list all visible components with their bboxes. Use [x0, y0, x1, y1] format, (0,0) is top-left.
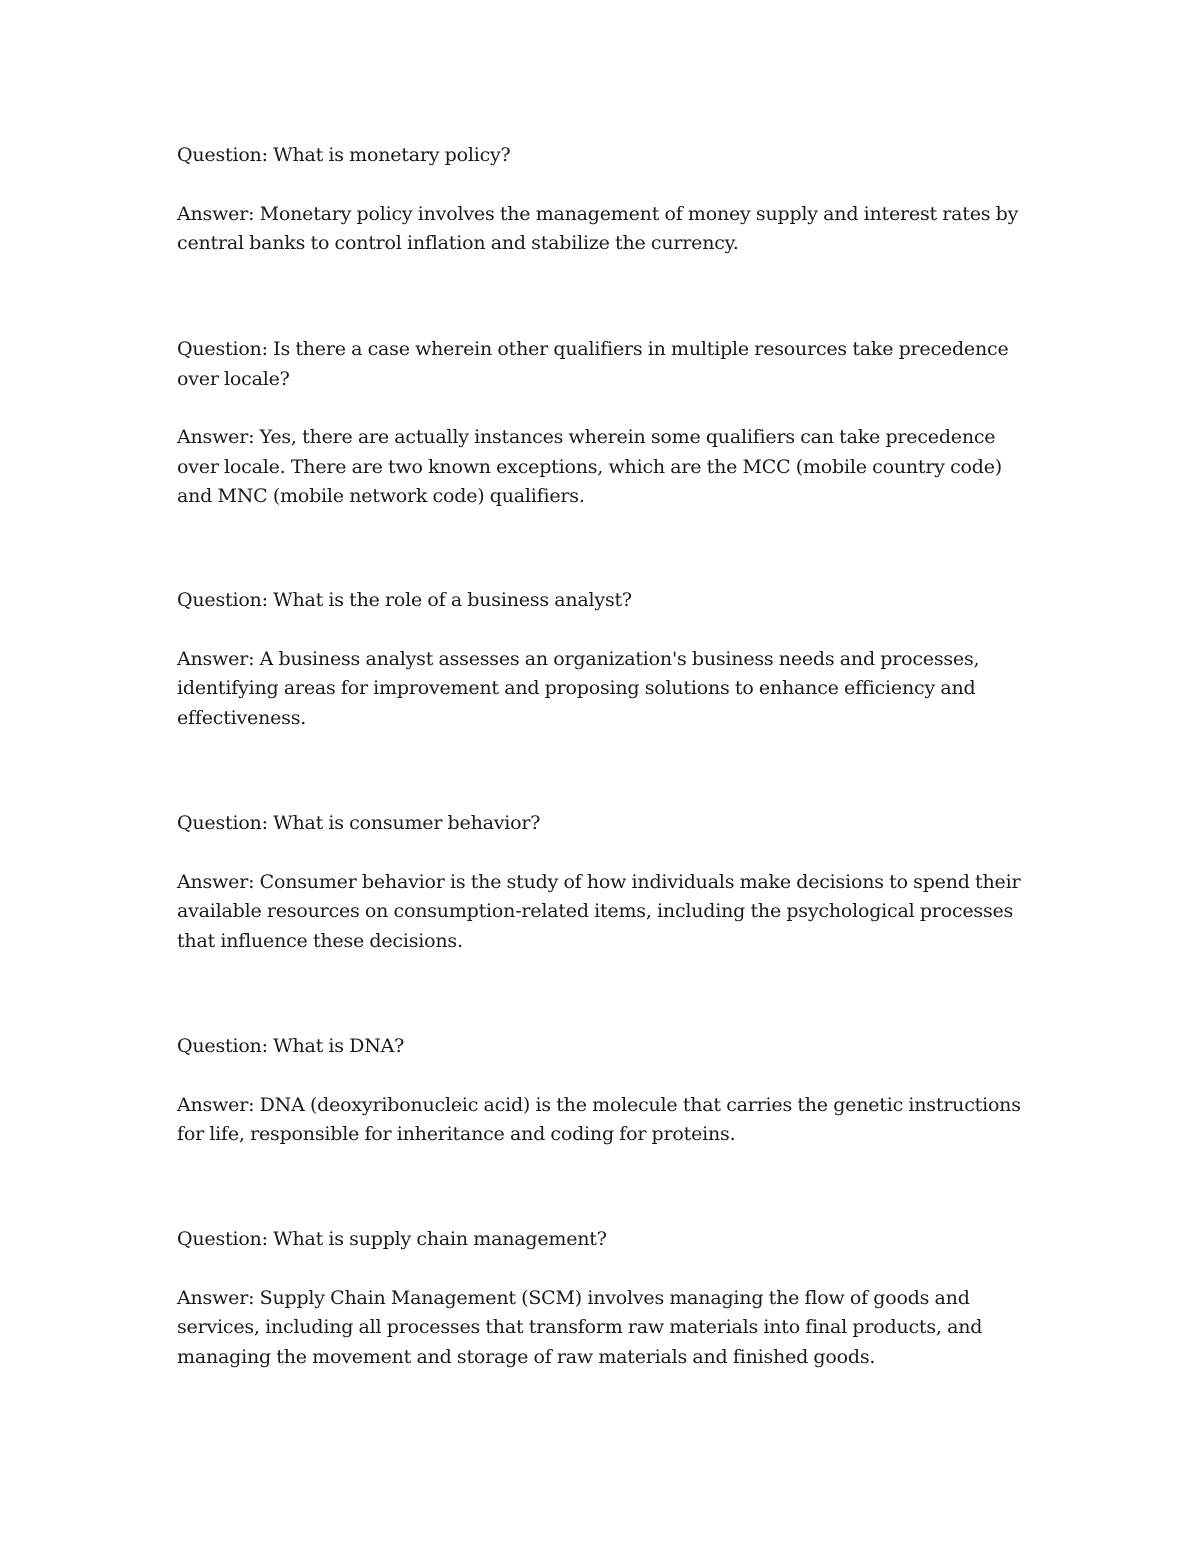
question-text: Question: What is DNA?	[177, 1035, 405, 1057]
qa-block	[177, 809, 1037, 956]
answer-text: Answer: Yes, there are actually instances wherein some qualifiers can take precedence over locale. There are two known exceptions, which are the MCC (mobile country code) and MNC (mobile network code) qualifiers.	[177, 426, 1002, 507]
question-text: Question: What is consumer behavior?	[177, 812, 541, 834]
answer-text: Answer: Monetary policy involves the management of money supply and interest rates by central banks to control inflation and stabilize the currency.	[177, 202, 1019, 254]
qa-block	[177, 586, 1037, 733]
question-text: Question: Is there a case wherein other qualifiers in multiple resources take precedence over locale?	[177, 338, 1009, 390]
answer-text: Answer: Supply Chain Management (SCM) involves managing the flow of goods and services, including all processes that transform raw materials into final products, and managing the movement and storage of raw materials and finished goods.	[177, 1286, 983, 1368]
answer-text: Answer: A business analyst assesses an organization's business needs and processes, identifying areas for improvement and proposing solutions to enhance efficiency and effectiveness.	[177, 647, 980, 729]
answer-text: Answer: Consumer behavior is the study of how individuals make decisions to spend their available resources on consumption-related items, including the psychological processes that influence these decisions.	[177, 870, 1021, 952]
qa-block	[177, 141, 1037, 259]
qa-block	[177, 335, 1037, 512]
qa-block	[177, 1225, 1037, 1372]
question-text: Question: What is the role of a business analyst?	[177, 589, 632, 611]
qa-block	[177, 1032, 1037, 1150]
question-text: Question: What is supply chain management?	[177, 1228, 607, 1250]
answer-text: Answer: DNA (deoxyribonucleic acid) is the molecule that carries the genetic instructions for life, responsible for inheritance and coding for proteins.	[177, 1093, 1021, 1145]
question-text: Question: What is monetary policy?	[177, 144, 511, 166]
